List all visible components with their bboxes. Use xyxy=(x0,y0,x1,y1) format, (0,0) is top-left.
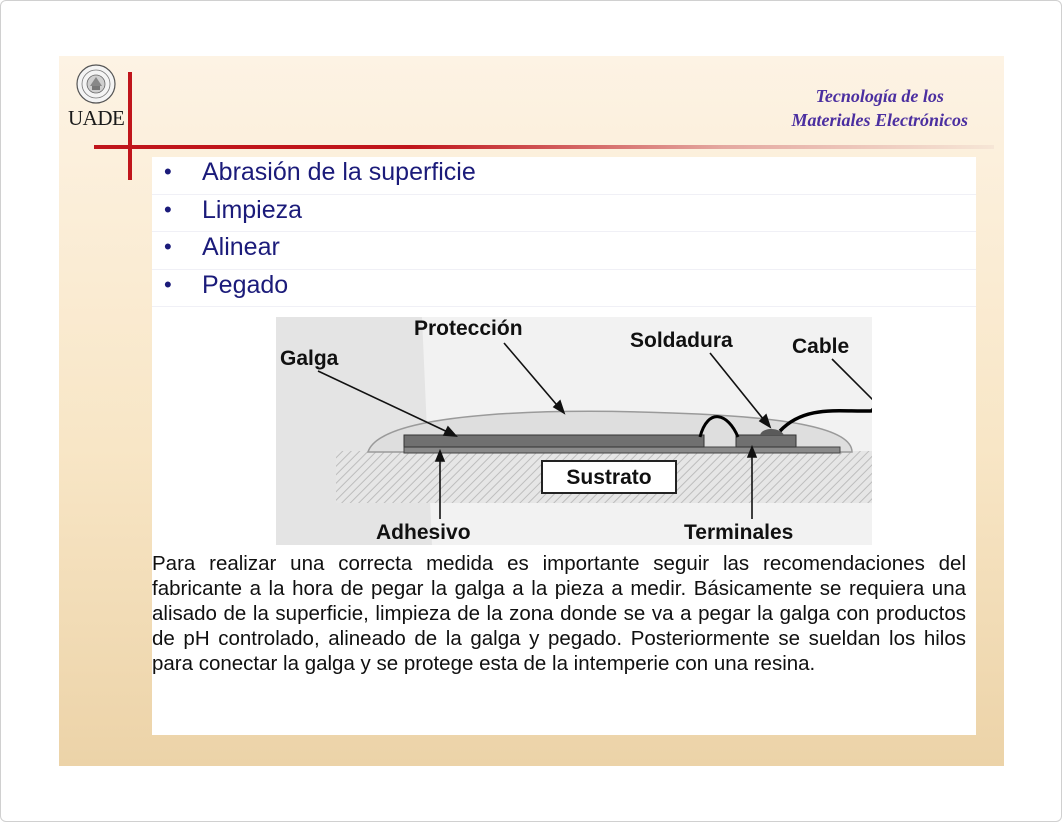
bullet-item xyxy=(152,157,976,195)
sustrato-label: Sustrato xyxy=(566,466,652,489)
logo-text: UADE xyxy=(68,106,125,130)
university-seal-icon xyxy=(76,64,116,104)
bullet-item xyxy=(152,232,976,270)
bullet-dot-icon: • xyxy=(164,196,172,222)
course-title xyxy=(792,84,969,132)
slide-content xyxy=(152,157,976,735)
bullet-item xyxy=(152,195,976,233)
bullet-list xyxy=(152,157,976,307)
adhesivo-label: Adhesivo xyxy=(376,521,471,544)
header-horizontal-rule xyxy=(94,145,994,149)
bullet-label: Abrasión de la superficie xyxy=(202,158,476,186)
bullet-item xyxy=(152,270,976,308)
uade-logo xyxy=(68,64,124,130)
bullet-label: Limpieza xyxy=(202,195,303,224)
galga-label: Galga xyxy=(280,347,339,370)
terminales-label: Terminales xyxy=(684,521,794,544)
course-title-line2: Materiales Electrónicos xyxy=(791,110,968,130)
course-title-line1: Tecnología de los xyxy=(815,86,944,106)
description-paragraph: Para realizar una correcta medida es importante seguir las recomendaciones del fabricante a la hora de pegar la galga a la pieza a medir. Básicamente se requiera una alisado de la superficie, limpieza de la zona donde se va a pegar la galga con productos de pH controlado, alineado de la galga y pegado. Posteriormente se sueldan los hilos para conectar la galga y se protege esta de la intemperie con una resina. xyxy=(152,552,966,675)
adhesive-layer xyxy=(404,447,840,453)
bullet-label: Pegado xyxy=(202,270,289,299)
gauge-element xyxy=(404,435,704,447)
strain-gauge-diagram xyxy=(272,309,872,549)
proteccion-label: Protección xyxy=(414,317,523,340)
cable-label: Cable xyxy=(792,335,850,358)
bullet-label: Alinear xyxy=(202,233,280,261)
soldadura-label: Soldadura xyxy=(630,329,733,352)
header-vertical-rule xyxy=(128,72,132,180)
terminal-pad xyxy=(736,435,796,447)
bullet-dot-icon: • xyxy=(164,159,172,184)
bullet-dot-icon: • xyxy=(164,271,172,297)
bullet-dot-icon: • xyxy=(164,234,172,259)
